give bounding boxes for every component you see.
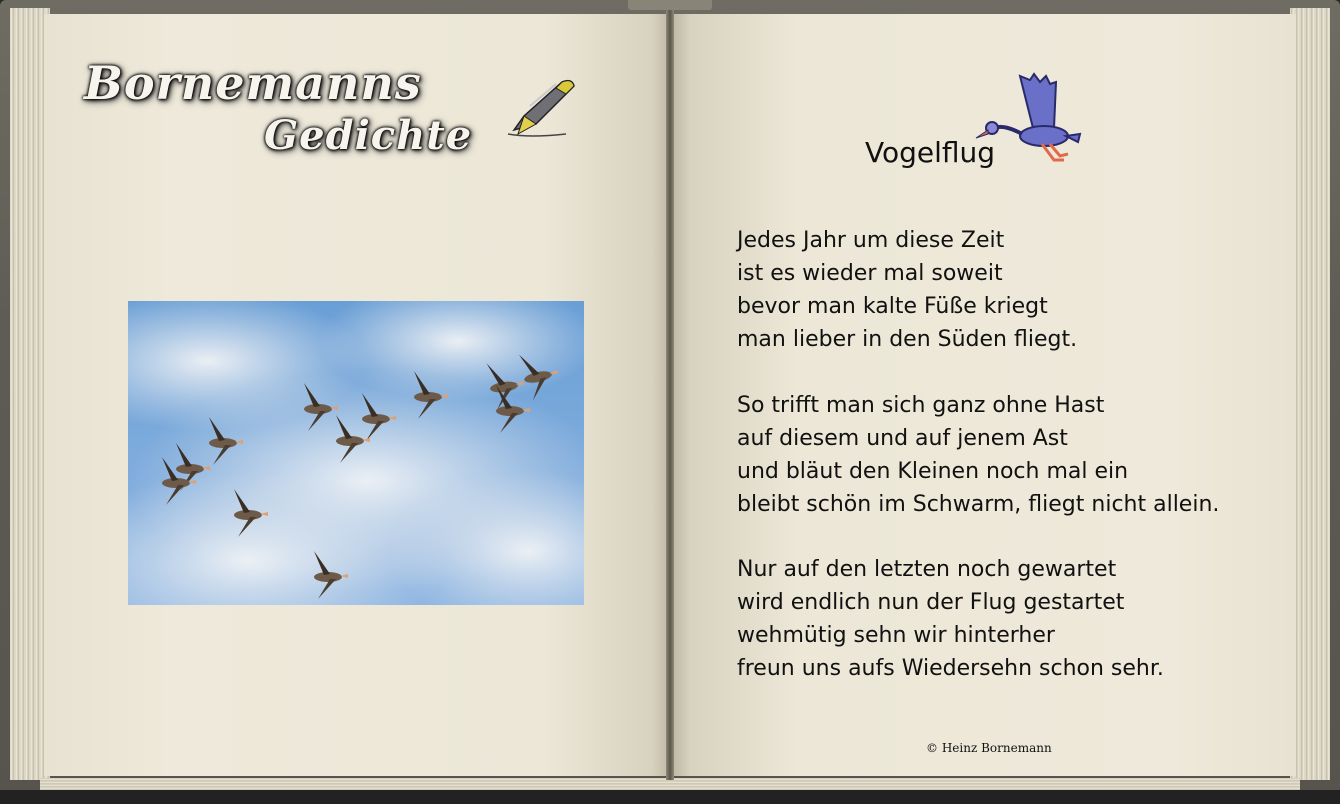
- poem-line: auf diesem und auf jenem Ast: [737, 426, 1068, 451]
- stanza-1: [737, 224, 1077, 356]
- stanza-3: [737, 553, 1164, 685]
- logo-title: Bornemanns: [84, 56, 422, 110]
- geese-in-flight-photo: [128, 301, 584, 605]
- book-clasp: [628, 0, 712, 10]
- poem-line: Jedes Jahr um diese Zeit: [737, 228, 1005, 253]
- book-spine: [666, 10, 674, 780]
- poem-line: ist es wieder mal soweit: [737, 261, 1003, 286]
- poem-line: und bläut den Kleinen noch mal ein: [737, 459, 1129, 484]
- copyright-notice: © Heinz Bornemann: [926, 741, 1052, 755]
- fountain-pen-icon: [500, 76, 578, 140]
- poem-line: Nur auf den letzten noch gewartet: [737, 557, 1117, 582]
- poem-line: man lieber in den Süden fliegt.: [737, 327, 1078, 352]
- logo-subtitle: Gedichte: [264, 112, 473, 159]
- poem-line: So trifft man sich ganz ohne Hast: [737, 393, 1105, 418]
- poem-line: freun uns aufs Wiedersehn schon sehr.: [737, 656, 1164, 681]
- poem-line: wehmütig sehn wir hinterher: [737, 623, 1055, 648]
- poem-line: bevor man kalte Füße kriegt: [737, 294, 1048, 319]
- poem-title: Vogelflug: [864, 136, 996, 169]
- page-stack-right: [1290, 8, 1330, 780]
- stanza-2: [737, 389, 1219, 521]
- book-shadow: [0, 790, 1340, 804]
- poem-line: wird endlich nun der Flug gestartet: [737, 590, 1125, 615]
- poem-line: bleibt schön im Schwarm, fliegt nicht allein.: [737, 492, 1220, 517]
